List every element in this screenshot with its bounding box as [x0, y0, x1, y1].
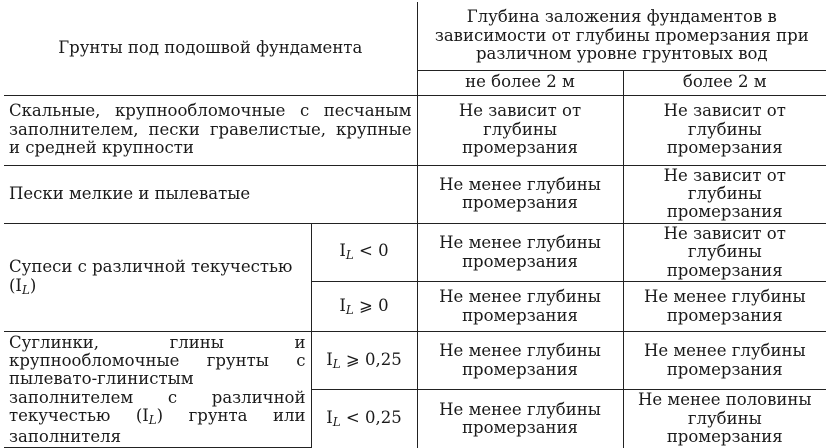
- soil-loam-clay-suffix: ) грунта или заполнителя: [9, 406, 306, 446]
- condition-variable: I: [326, 349, 333, 369]
- condition-relation: < 0,25: [340, 407, 402, 427]
- soil-sandy-loam-suffix: ): [29, 275, 37, 295]
- table-row: [4, 95, 826, 165]
- header-more-2m: более 2 м: [623, 70, 826, 95]
- condition-relation: ⩾ 0: [353, 295, 389, 315]
- value-rocky-more-2m: Не зависит от глубины промерзания: [623, 95, 826, 165]
- header-soil-column: Грунты под подошвой фундамента: [4, 2, 417, 95]
- value-loam-clay-b-more-2m: Не менее половины глубины промерзания: [623, 390, 826, 448]
- value-loam-clay-a-not-more-2m: Не менее глубины промерзания: [417, 332, 623, 390]
- header-not-more-2m: не более 2 м: [417, 70, 623, 95]
- frost-depth-table: [4, 2, 826, 448]
- soil-loam-clay-subscript: L: [148, 413, 157, 428]
- value-sandy-loam-a-more-2m: Не зависит от глубины промерзания: [623, 223, 826, 281]
- value-fine-sand-not-more-2m: Не менее глубины промерзания: [417, 165, 623, 223]
- soil-sandy-loam-subscript: L: [21, 282, 30, 297]
- header-depth-title: Глубина заложения фундаментов в зависимости от глубины промерзания при различном уровне грунтовых вод: [417, 2, 826, 70]
- condition-relation: ⩾ 0,25: [340, 349, 402, 369]
- value-loam-clay-a-more-2m: Не менее глубины промерзания: [623, 332, 826, 390]
- value-fine-sand-more-2m: Не зависит от глубины промерзания: [623, 165, 826, 223]
- header-row: [4, 2, 826, 70]
- soil-fine-sand: Пески мелкие и пылеватые: [4, 165, 417, 223]
- soil-rocky: Скальные, крупнообломочные с песчаным заполнителем, пески гравелистые, крупные и средней крупности: [4, 95, 417, 165]
- condition-sandy-loam-a: [311, 223, 417, 281]
- condition-subscript: L: [345, 302, 354, 317]
- value-loam-clay-b-not-more-2m: Не менее глубины промерзания: [417, 390, 623, 448]
- table-row: [4, 165, 826, 223]
- condition-subscript: L: [332, 414, 341, 429]
- condition-relation: < 0: [353, 241, 389, 261]
- value-sandy-loam-a-not-more-2m: Не менее глубины промерзания: [417, 223, 623, 281]
- soil-loam-clay: [4, 332, 311, 448]
- value-rocky-not-more-2m: Не зависит от глубины промерзания: [417, 95, 623, 165]
- condition-loam-clay-b: [311, 390, 417, 448]
- condition-subscript: L: [332, 356, 341, 371]
- table-row: [4, 223, 826, 281]
- condition-variable: I: [326, 407, 333, 427]
- soil-loam-clay-text: Суглинки, глины и крупнообломочные грунты с пылевато-глинистым заполнителем с различной текучестью (I: [9, 332, 306, 426]
- condition-subscript: L: [345, 248, 354, 263]
- condition-loam-clay-a: [311, 332, 417, 390]
- condition-sandy-loam-b: [311, 282, 417, 332]
- condition-variable: I: [339, 241, 346, 261]
- soil-sandy-loam-text: Супеси с различной текучестью (I: [9, 257, 293, 295]
- condition-variable: I: [339, 295, 346, 315]
- value-sandy-loam-b-not-more-2m: Не менее глубины промерзания: [417, 282, 623, 332]
- value-sandy-loam-b-more-2m: Не менее глубины промерзания: [623, 282, 826, 332]
- table-row: [4, 332, 826, 390]
- soil-sandy-loam: [4, 223, 311, 331]
